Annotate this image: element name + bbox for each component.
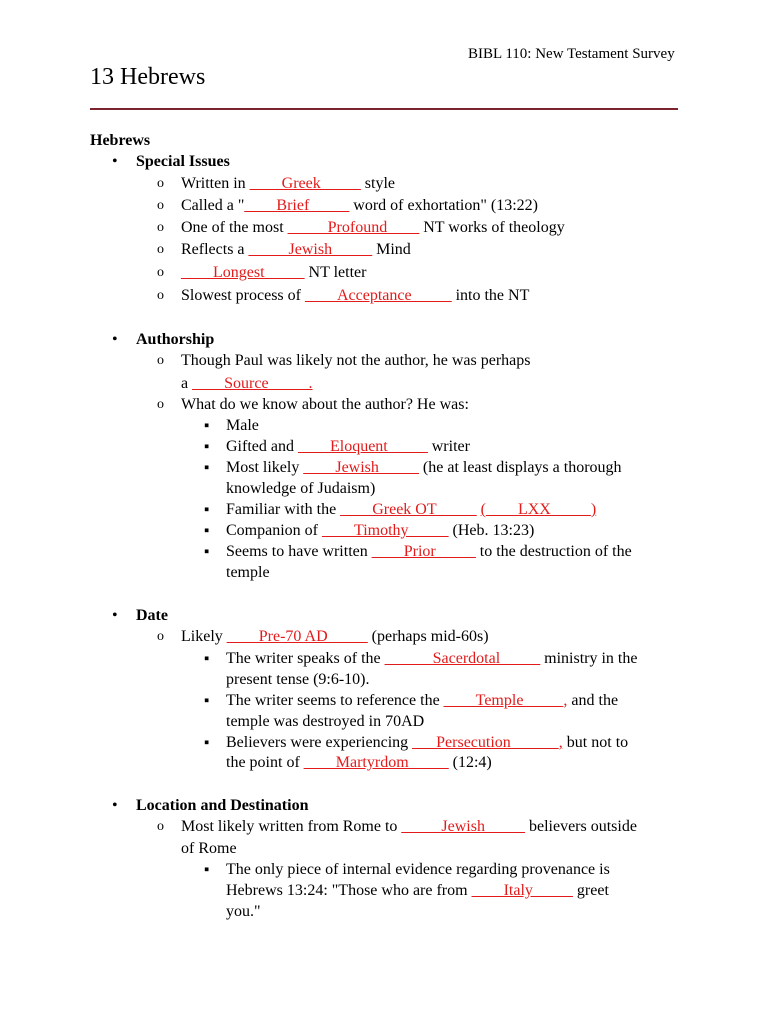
line-text: Likely: [181, 628, 227, 645]
line-text: Special Issues: [136, 153, 230, 170]
outline-line: [181, 817, 637, 837]
line-text: a: [181, 375, 193, 392]
line-text: to the destruction of the: [475, 543, 632, 560]
line-text: Called a ": [181, 197, 245, 214]
line-text: Most likely: [226, 459, 304, 476]
square-bullet: ▪: [204, 735, 210, 751]
line-text: Companion of: [226, 522, 322, 539]
circle-bullet: o: [157, 265, 164, 280]
outline-heading: [136, 152, 230, 172]
line-text: Though Paul was likely not the author, he was perhaps: [181, 352, 531, 369]
line-text: present tense (9:6-10).: [226, 671, 370, 688]
line-text: you.": [226, 903, 261, 920]
line-text: Hebrews: [90, 132, 151, 149]
fill-in-answer: ____Martyrdom_____: [303, 754, 449, 771]
course-header: BIBL 110: New Testament Survey: [468, 46, 675, 62]
line-text: NT letter: [304, 264, 367, 281]
fill-in-answer: _____Jewish_____: [248, 241, 373, 258]
fill-in-answer: ____Greek OT_____: [340, 501, 477, 518]
outline-line: [226, 753, 492, 773]
fill-in-answer: (____LXX_____): [480, 501, 597, 518]
fill-in-answer: ___Persecution______,: [412, 734, 563, 751]
outline-heading: [136, 606, 168, 626]
line-text: but not to: [562, 734, 629, 751]
circle-bullet: o: [157, 353, 164, 368]
outline-line: [181, 627, 489, 647]
line-text: (he at least displays a thorough: [418, 459, 622, 476]
circle-bullet: o: [157, 819, 164, 834]
fill-in-answer: _____Profound____: [287, 219, 420, 236]
square-bullet: ▪: [204, 523, 210, 539]
outline-line: [226, 733, 628, 753]
fill-in-answer: ____Temple_____,: [443, 692, 568, 709]
outline-line: [181, 839, 237, 859]
fill-in-answer: ____Eloquent_____: [297, 438, 428, 455]
line-text: and the: [567, 692, 619, 709]
fill-in-answer: ____Acceptance_____: [304, 287, 452, 304]
outline-heading: [136, 330, 214, 350]
line-text: What do we know about the author? He was:: [181, 396, 469, 413]
outline-line: [226, 542, 632, 562]
line-text: believers outside: [524, 818, 637, 835]
fill-in-answer: ____Timothy_____: [322, 522, 449, 539]
outline-line: [226, 670, 370, 690]
line-text: The writer seems to reference the: [226, 692, 444, 709]
fill-in-answer: ____Brief_____: [244, 197, 350, 214]
line-text: knowledge of Judaism): [226, 480, 376, 497]
square-bullet: ▪: [204, 460, 210, 476]
outline-line: [181, 174, 395, 194]
line-text: writer: [427, 438, 470, 455]
square-bullet: ▪: [204, 418, 210, 434]
fill-in-answer: ____Source_____.: [192, 375, 313, 392]
page-title: 13 Hebrews: [90, 64, 206, 90]
outline-line: [226, 458, 622, 478]
outline-line: [226, 437, 470, 457]
line-text: into the NT: [451, 287, 530, 304]
square-bullet: ▪: [204, 544, 210, 560]
line-text: Authorship: [136, 331, 215, 348]
line-text: (Heb. 13:23): [448, 522, 535, 539]
square-bullet: ▪: [204, 502, 210, 518]
line-text: Gifted and: [226, 438, 298, 455]
line-text: (12:4): [448, 754, 492, 771]
outline-line: [181, 351, 531, 371]
square-bullet: ▪: [204, 651, 210, 667]
circle-bullet: o: [157, 220, 164, 235]
outline-line: [181, 196, 538, 216]
circle-bullet: o: [157, 288, 164, 303]
circle-bullet: o: [157, 629, 164, 644]
fill-in-answer: _____Jewish_____: [401, 818, 525, 835]
outline-line: [226, 521, 534, 541]
disc-bullet: •: [112, 153, 118, 170]
title-divider: [90, 108, 678, 110]
line-text: the point of: [226, 754, 304, 771]
line-text: word of exhortation" (13:22): [349, 197, 538, 214]
fill-in-answer: ____Greek_____: [249, 175, 361, 192]
line-text: temple was destroyed in 70AD: [226, 713, 425, 730]
square-bullet: ▪: [204, 693, 210, 709]
outline-line: [181, 263, 366, 283]
line-text: of Rome: [181, 840, 237, 857]
line-text: The writer speaks of the: [226, 650, 385, 667]
line-text: Slowest process of: [181, 287, 305, 304]
circle-bullet: o: [157, 198, 164, 213]
outline-heading: [90, 131, 150, 151]
outline-line: [226, 860, 610, 880]
line-text: NT works of theology: [419, 219, 565, 236]
outline-line: [181, 218, 565, 238]
line-text: Hebrews 13:24: "Those who are from: [226, 882, 472, 899]
line-text: Written in: [181, 175, 250, 192]
fill-in-answer: ____Longest_____: [181, 264, 305, 281]
line-text: Date: [136, 607, 168, 624]
line-text: style: [360, 175, 395, 192]
outline-line: [226, 500, 596, 520]
square-bullet: ▪: [204, 439, 210, 455]
line-text: (perhaps mid-60s): [367, 628, 489, 645]
disc-bullet: •: [112, 331, 118, 348]
circle-bullet: o: [157, 397, 164, 412]
line-text: One of the most: [181, 219, 288, 236]
circle-bullet: o: [157, 176, 164, 191]
outline-line: [181, 240, 411, 260]
line-text: The only piece of internal evidence regarding provenance is: [226, 861, 610, 878]
outline-line: [226, 649, 637, 669]
fill-in-answer: ______Sacerdotal_____: [384, 650, 541, 667]
line-text: Location and Destination: [136, 797, 309, 814]
line-text: Seems to have written: [226, 543, 372, 560]
outline-line: [181, 286, 529, 306]
line-text: Mind: [372, 241, 411, 258]
fill-in-answer: ____Prior_____: [371, 543, 476, 560]
outline-line: [226, 563, 270, 583]
line-text: Reflects a: [181, 241, 249, 258]
outline-line: [181, 374, 313, 394]
square-bullet: ▪: [204, 862, 210, 878]
outline-line: [226, 691, 618, 711]
circle-bullet: o: [157, 242, 164, 257]
outline-line: [226, 712, 424, 732]
disc-bullet: •: [112, 797, 118, 814]
fill-in-answer: ____Italy_____: [471, 882, 573, 899]
fill-in-answer: ____Jewish_____: [303, 459, 419, 476]
disc-bullet: •: [112, 607, 118, 624]
line-text: Familiar with the: [226, 501, 341, 518]
outline-heading: [136, 796, 308, 816]
outline-line: [181, 395, 469, 415]
outline-line: [226, 902, 261, 922]
line-text: Male: [226, 417, 259, 434]
line-text: temple: [226, 564, 270, 581]
line-text: Most likely written from Rome to: [181, 818, 402, 835]
line-text: ministry in the: [540, 650, 638, 667]
line-text: Believers were experiencing: [226, 734, 413, 751]
fill-in-answer: ____Pre-70 AD_____: [226, 628, 368, 645]
outline-line: [226, 416, 259, 436]
line-text: greet: [572, 882, 609, 899]
outline-line: [226, 479, 375, 499]
outline-line: [226, 881, 609, 901]
